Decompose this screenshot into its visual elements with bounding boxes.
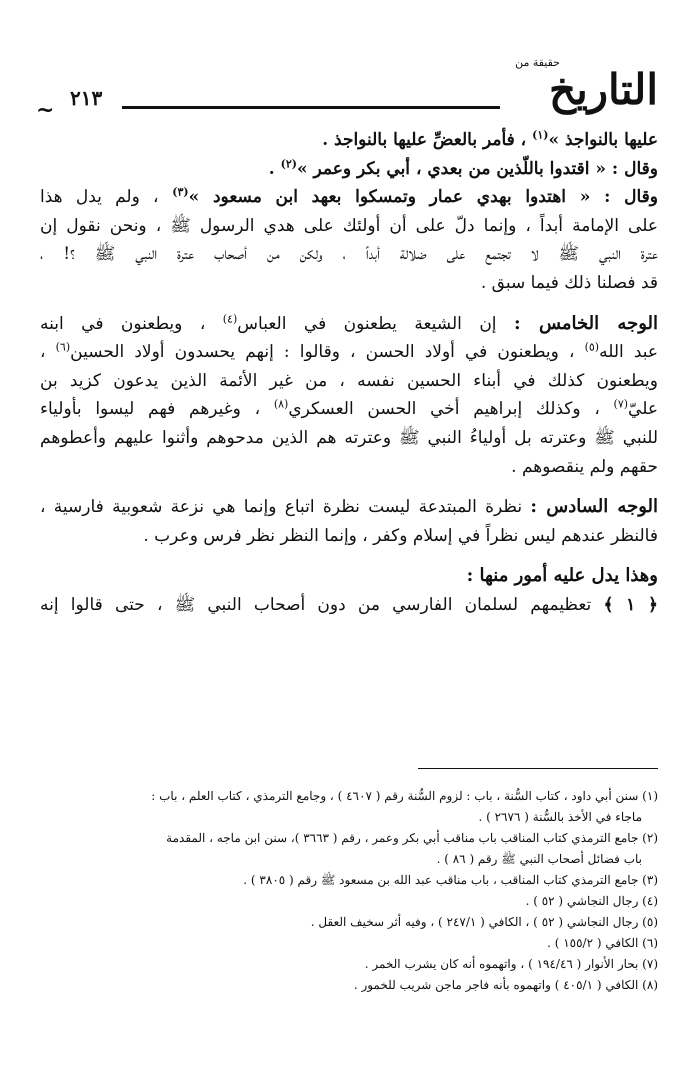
list-intro-heading: وهذا يدل عليه أمور منها : <box>466 565 658 587</box>
text-line: قد فصلنا ذلك فيما سبق . <box>480 272 658 293</box>
footnote-1-cont: ماجاء في الأخذ بالسُّنة ( ٢٦٧٦ ) . <box>478 810 642 824</box>
footnote-8: (٨) الكافي ( ٤٠٥/١ ) واتهموه بأنه فاجر ماجن شريب للخمور . <box>353 978 658 992</box>
footnote-ref[interactable]: (٢) <box>280 156 297 170</box>
footnotes <box>40 786 658 996</box>
text-line: وقال : « اقتدوا باللّذين من بعدي ، أبي بكر وعمر »$^{(٢)}$ . <box>268 156 658 179</box>
footnote-2: (٢) جامع الترمذي كتاب المناقب باب مناقب أبي بكر وعمر ، رقم ( ٣٦٦٣ )، سنن ابن ماجه ، المقدمة <box>166 831 658 845</box>
footnote-5: (٥) رجال النجاشي ( ٥٢ ) ، الكافي ( ٢٤٧/١ ) ، وفيه أثر سخيف العقل . <box>310 915 658 929</box>
text-line: عبد الله$^{(٥)}$ ، ويطعنون في أولاد الحسن ، وقالوا : إنهم يحسدون أولاد الحسين$^{(٦)}$ ، <box>40 340 658 363</box>
text-line: عترة النبي ﷺ لا تجتمع على ضلالة أبداً ، ولكن من أصحاب عترة النبي ﷺ ؟! ، <box>40 244 658 265</box>
text-line: فالنظر عندهم ليس نظراً في إسلام وكفر ، وإنما النظر نظر فرس وعرب . <box>143 525 658 546</box>
header-ornament: ~ <box>36 97 55 123</box>
text-line: للنبي ﷺ وعترته بل أولياءُ النبي ﷺ وعترته هم الذين مدحوهم وأثنوا عليهم وأعطوهم <box>40 427 658 448</box>
book-logo-title: التاريخ <box>548 65 658 114</box>
footnote-ref[interactable]: (٤) <box>222 311 238 325</box>
main-text <box>40 126 658 620</box>
text-line: الوجه السادس : نظرة المبتدعة ليست نظرة اتباع وإنما هي نزعة شعوبية فارسية ، <box>40 496 658 518</box>
header-rule <box>122 106 500 109</box>
page-header <box>30 56 670 123</box>
footnote-ref[interactable]: (٨) <box>273 397 289 411</box>
footnote-ref[interactable]: (٥) <box>584 340 600 354</box>
logo-subtitle: حقيقة من <box>515 56 560 69</box>
text-line: حقهم ولم ينقصوهم . <box>511 456 658 477</box>
footnote-ref[interactable]: (٦) <box>55 340 71 354</box>
footnote-6: (٦) الكافي ( ١٥٥/٢ ) . <box>547 936 658 950</box>
section-heading-fifth: الوجه الخامس : <box>513 312 658 334</box>
section-heading-sixth: الوجه السادس : <box>530 496 658 518</box>
footnote-7: (٧) بحار الأنوار ( ١٩٤/٤٦ ) ، واتهموه أنه كان يشرب الخمر . <box>364 957 658 971</box>
text-line: الوجه الخامس : إن الشيعة يطعنون في العباس$^{(٤)}$ ، ويطعنون في ابنه <box>40 311 658 334</box>
footnote-2-cont: باب فضائل أصحاب النبي ﷺ رقم ( ٨٦ ) . <box>436 852 642 866</box>
footnote-4: (٤) رجال النجاشي ( ٥٢ ) . <box>525 894 658 908</box>
text-line: عليّ$^{(٧)}$ ، وكذلك إبراهيم أخي الحسن العسكري$^{(٨)}$ ، وغيرهم فهم ليسوا بأولياء <box>40 397 658 420</box>
text-line: وقال : « اهتدوا بهدي عمار وتمسكوا بعهد ابن مسعود »$^{(٣)}$ ، ولم يدل هذا <box>40 185 658 208</box>
footnote-ref[interactable]: (٣) <box>172 185 189 199</box>
page-number: ٢١٣ <box>70 86 103 110</box>
text-line: ويطعنون كذلك في أبناء الحسين نفسه ، من غير الأئمة الذين يدعون كزيد بن <box>40 370 658 391</box>
list-number: ﴿ ١ ﴾ <box>603 594 658 615</box>
footnote-ref[interactable]: (١) <box>532 128 549 142</box>
text-line: عليها بالنواجذ »$^{(١)}$ ، فأمر بالعضِّ عليها بالنواجذ . <box>322 128 658 150</box>
footnote-1: (١) سنن أبي داود ، كتاب السُّنة ، باب : لزوم السُّنة رقم ( ٤٦٠٧ ) ، وجامع الترمذي ، كتاب العلم ، باب : <box>151 789 658 803</box>
footnote-ref[interactable]: (٧) <box>613 397 629 411</box>
footnote-3: (٣) جامع الترمذي كتاب المناقب ، باب مناقب عبد الله بن مسعود ﷺ رقم ( ٣٨٠٥ ) . <box>243 873 658 887</box>
text-line: على الإمامة أبداً ، وإنما دلّ على أن أولئك على هدي الرسول ﷺ ، ونحن نقول إن <box>40 215 658 236</box>
footnote-divider <box>418 768 658 769</box>
text-line: ﴿ ١ ﴾ تعظيمهم لسلمان الفارسي من دون أصحاب النبي ﷺ ، حتى قالوا إنه <box>40 594 658 615</box>
